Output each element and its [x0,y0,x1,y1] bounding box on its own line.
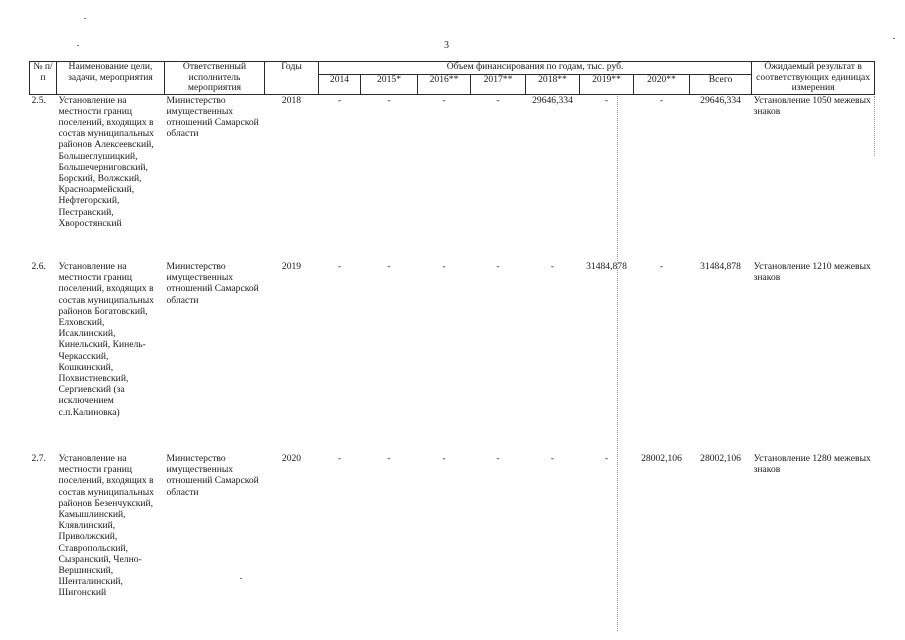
header-total: Всего [690,75,752,95]
row-total: 31484,878 [700,261,741,272]
row-value: - [442,453,446,464]
header-year: 2018** [526,75,580,95]
row-num: 2.5. [31,94,46,106]
row-value: - [442,94,446,106]
row-executor: Министерство имущественных отношений Самарской области [166,261,259,306]
row-value: - [387,261,391,272]
financing-table [29,61,875,623]
row-value: - [337,94,342,106]
row-value: - [659,261,664,272]
header-year: 2015* [361,75,418,95]
row-value: - [387,94,391,106]
header-years: Годы [265,62,319,95]
row-value: - [550,261,555,272]
row-result: Установление 1210 межевых знаков [753,261,871,284]
row-value: - [337,453,342,464]
table-header [30,62,875,95]
header-year: 2017** [471,75,526,95]
row-total: 28002,106 [700,453,741,464]
row-value: - [604,94,609,106]
header-year: 2014 [319,75,361,95]
header-year: 2019** [580,75,634,95]
header-year: 2016** [418,75,471,95]
row-name: Установление на местности границ поселений, входящих в состав муниципальных районов Безенчукский, Камышлинский, Клявлинский, Приволжский, Ставропольский, Сызранский, Челно-Вершинский, Шенталинский, Шигонский [58,453,154,599]
row-years: 2020 [281,453,302,464]
header-result: Ожидаемый результат в соответствующих единицах измерения [752,62,875,95]
row-name: Установление на местности границ поселений, входящих в состав муниципальных районов Богатовский, Елховский, Исаклинский, Кинельский, Кинель-Черкасский, Кошкинский, Похвистневский, Сергиевский (за исключением с.п.Калиновка) [58,261,154,418]
row-executor: Министерство имущественных отношений Самарской области [166,94,259,140]
row-value: - [604,453,609,464]
scan-speck [893,38,895,39]
page-number: 3 [444,40,449,51]
row-value: - [659,94,664,106]
row-result: Установление 1050 межевых знаков [753,94,871,117]
table-row [30,261,875,453]
row-value: 29646,334 [532,94,573,106]
row-value: 31484,878 [586,261,627,272]
row-value: - [496,453,500,464]
scan-speck [77,45,79,46]
table-row [30,453,875,623]
row-value: - [496,261,500,272]
row-value: - [550,453,555,464]
table-row [30,94,875,261]
scan-speck [240,578,242,579]
row-total: 29646,334 [700,94,741,106]
header-year: 2020** [634,75,690,95]
row-num: 2.7. [31,453,46,464]
row-years: 2018 [281,94,302,106]
row-value: - [337,261,342,272]
row-name: Установление на местности границ поселений, входящих в состав муниципальных районов Алексеевский, Большеглушицкий, Большечерниговский, Борский, Волжский, Красноармейский, Нефтегорский, Пестравский, Хворостянский [58,94,154,229]
row-value: - [387,453,391,464]
row-value: 28002,106 [641,453,682,464]
row-value: - [496,94,500,106]
row-years: 2019 [281,261,302,272]
header-name: Наименование цели, задачи, мероприятия [57,62,165,95]
header-num: № п/п [30,62,57,95]
scan-guide-line [617,96,618,631]
header-executor: Ответственный исполнитель мероприятия [165,62,265,95]
scan-guide-line [874,96,875,156]
row-executor: Министерство имущественных отношений Самарской области [166,453,259,498]
row-value: - [442,261,446,272]
scan-speck [84,18,86,19]
row-result: Установление 1280 межевых знаков [753,453,871,476]
row-num: 2.6. [31,261,46,272]
header-financing: Объем финансирования по годам, тыс. руб. [319,62,752,75]
